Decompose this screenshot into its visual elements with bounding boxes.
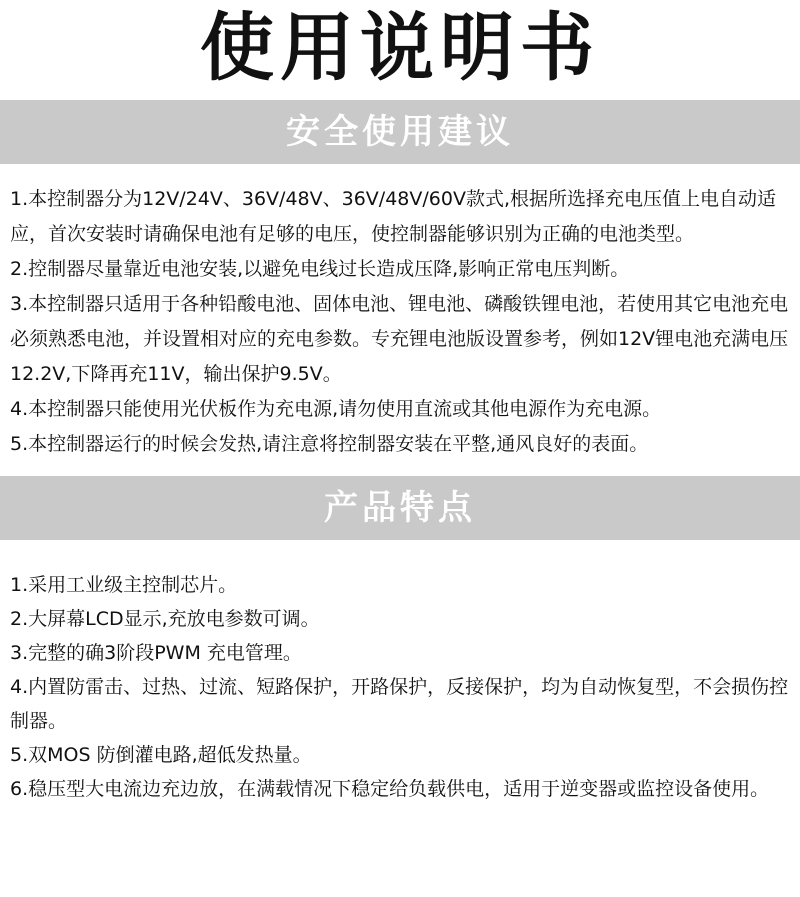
list-item: 1.采用工业级主控制芯片。 <box>10 574 238 596</box>
list-item: 1.本控制器分为12V/24V、36V/48V、36V/48V/60V款式,根据所选择充电压值上电自动适应，首次安装时请确保电池有足够的电压，使控制器能够识别为正确的电池类型。 <box>10 188 776 245</box>
section-header-safety: 安全使用建议 <box>0 100 800 164</box>
list-item: 3.本控制器只适用于各种铅酸电池、固体电池、锂电池、磷酸铁锂电池，若使用其它电池充电必须熟悉电池，并设置相对应的充电参数。专充锂电池版设置参考，例如12V锂电池充满电压12.2V,下降再充11V，输出保护9.5V。 <box>10 293 789 385</box>
list-item: 5.双MOS 防倒灌电路,超低发热量。 <box>10 744 312 766</box>
safety-list <box>0 182 800 462</box>
features-list <box>0 568 800 806</box>
list-item: 3.完整的确3阶段PWM 充电管理。 <box>10 642 302 664</box>
list-item: 4.内置防雷击、过热、过流、短路保护，开路保护，反接保护，均为自动恢复型，不会损伤控制器。 <box>10 676 789 732</box>
list-item: 2.控制器尽量靠近电池安装,以避免电线过长造成压降,影响正常电压判断。 <box>10 258 630 280</box>
list-item: 2.大屏幕LCD显示,充放电参数可调。 <box>10 608 320 630</box>
list-item: 4.本控制器只能使用光伏板作为充电源,请勿使用直流或其他电源作为充电源。 <box>10 398 662 420</box>
page-title: 使用说明书 <box>200 5 600 91</box>
list-item: 5.本控制器运行的时候会发热,请注意将控制器安装在平整,通风良好的表面。 <box>10 433 649 455</box>
list-item: 6.稳压型大电流边充边放，在满载情况下稳定给负载供电，适用于逆变器或监控设备使用。 <box>10 778 770 800</box>
section-header-features: 产品特点 <box>0 476 800 540</box>
